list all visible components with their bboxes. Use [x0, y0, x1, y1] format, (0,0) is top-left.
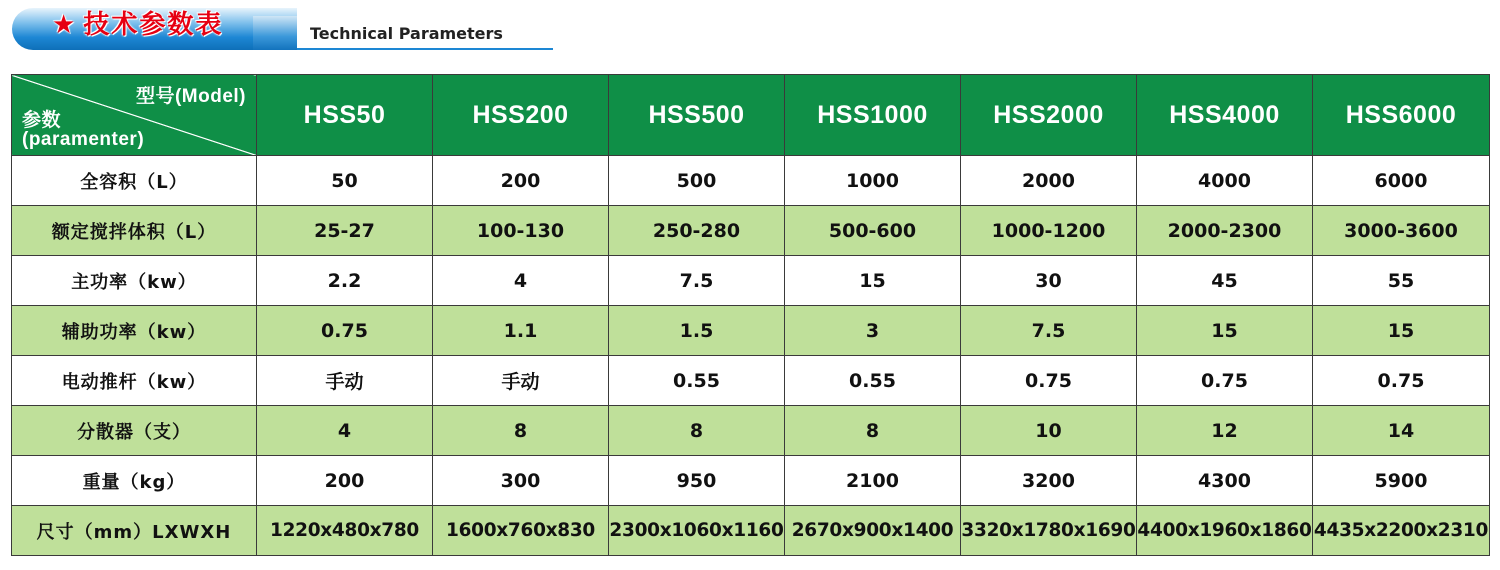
model-header-cell: HSS6000: [1313, 75, 1490, 156]
value-cell: 45: [1137, 256, 1313, 306]
model-header-cell: HSS50: [257, 75, 433, 156]
subtitle-underline: [297, 48, 553, 50]
value-cell: 500: [609, 156, 785, 206]
parameters-table: [11, 74, 1490, 556]
value-cell: 30: [961, 256, 1137, 306]
value-cell: 12: [1137, 406, 1313, 456]
page-title-text: 技术参数表: [83, 10, 224, 40]
value-cell: 4400x1960x1860: [1137, 506, 1313, 556]
row-label-cell: 全容积（L）: [12, 156, 257, 206]
row-label-cell: 额定搅拌体积（L）: [12, 206, 257, 256]
value-cell: 0.75: [1137, 356, 1313, 406]
model-header-cell: HSS500: [609, 75, 785, 156]
value-cell: 0.55: [609, 356, 785, 406]
value-cell: 15: [1137, 306, 1313, 356]
row-label-cell: 重量（kg）: [12, 456, 257, 506]
value-cell: 手动: [433, 356, 609, 406]
value-cell: 250-280: [609, 206, 785, 256]
model-header-cell: HSS200: [433, 75, 609, 156]
value-cell: 55: [1313, 256, 1490, 306]
row-label-cell: 辅助功率（kw）: [12, 306, 257, 356]
value-cell: 3000-3600: [1313, 206, 1490, 256]
value-cell: 2000: [961, 156, 1137, 206]
param-axis-label: 参数: [22, 110, 62, 131]
value-cell: 3200: [961, 456, 1137, 506]
value-cell: 3: [785, 306, 961, 356]
value-cell: 2670x900x1400: [785, 506, 961, 556]
value-cell: 500-600: [785, 206, 961, 256]
title-banner-tab: [253, 16, 297, 50]
row-label-cell: 尺寸（mm）LXWXH: [12, 506, 257, 556]
value-cell: 3320x1780x1690: [961, 506, 1137, 556]
model-axis-label: 型号(Model): [135, 86, 246, 107]
model-header-cell: HSS1000: [785, 75, 961, 156]
table-row: [12, 506, 1490, 556]
row-label-cell: 主功率（kw）: [12, 256, 257, 306]
value-cell: 8: [609, 406, 785, 456]
value-cell: 4: [433, 256, 609, 306]
value-cell: 8: [785, 406, 961, 456]
model-header-cell: HSS2000: [961, 75, 1137, 156]
corner-header-cell: [12, 75, 257, 156]
value-cell: 10: [961, 406, 1137, 456]
value-cell: 15: [1313, 306, 1490, 356]
value-cell: 1220x480x780: [257, 506, 433, 556]
value-cell: 14: [1313, 406, 1490, 456]
table-row: [12, 156, 1490, 206]
row-label-cell: 分散器（支）: [12, 406, 257, 456]
value-cell: 6000: [1313, 156, 1490, 206]
value-cell: 2100: [785, 456, 961, 506]
value-cell: 950: [609, 456, 785, 506]
value-cell: 0.75: [1313, 356, 1490, 406]
value-cell: 50: [257, 156, 433, 206]
param-axis-sublabel: (paramenter): [22, 129, 145, 150]
value-cell: 15: [785, 256, 961, 306]
value-cell: 200: [257, 456, 433, 506]
value-cell: 1000: [785, 156, 961, 206]
value-cell: 100-130: [433, 206, 609, 256]
table-row: [12, 356, 1490, 406]
table-row: [12, 306, 1490, 356]
value-cell: 200: [433, 156, 609, 206]
table-row: [12, 256, 1490, 306]
table-row: [12, 406, 1490, 456]
value-cell: 手动: [257, 356, 433, 406]
model-header-cell: HSS4000: [1137, 75, 1313, 156]
page-title: [52, 4, 223, 41]
value-cell: 2000-2300: [1137, 206, 1313, 256]
value-cell: 1.5: [609, 306, 785, 356]
value-cell: 7.5: [961, 306, 1137, 356]
value-cell: 2300x1060x1160: [609, 506, 785, 556]
value-cell: 4000: [1137, 156, 1313, 206]
value-cell: 300: [433, 456, 609, 506]
page-subtitle: Technical Parameters: [310, 24, 503, 43]
table-row: [12, 206, 1490, 256]
value-cell: 5900: [1313, 456, 1490, 506]
value-cell: 8: [433, 406, 609, 456]
value-cell: 4435x2200x2310: [1313, 506, 1490, 556]
value-cell: 1.1: [433, 306, 609, 356]
value-cell: 7.5: [609, 256, 785, 306]
value-cell: 4300: [1137, 456, 1313, 506]
value-cell: 2.2: [257, 256, 433, 306]
table-row: [12, 456, 1490, 506]
value-cell: 1000-1200: [961, 206, 1137, 256]
value-cell: 25-27: [257, 206, 433, 256]
value-cell: 0.55: [785, 356, 961, 406]
value-cell: 4: [257, 406, 433, 456]
value-cell: 0.75: [961, 356, 1137, 406]
value-cell: 0.75: [257, 306, 433, 356]
value-cell: 1600x760x830: [433, 506, 609, 556]
row-label-cell: 电动推杆（kw）: [12, 356, 257, 406]
star-icon: ★: [52, 10, 78, 40]
table-header-row: [12, 75, 1490, 156]
